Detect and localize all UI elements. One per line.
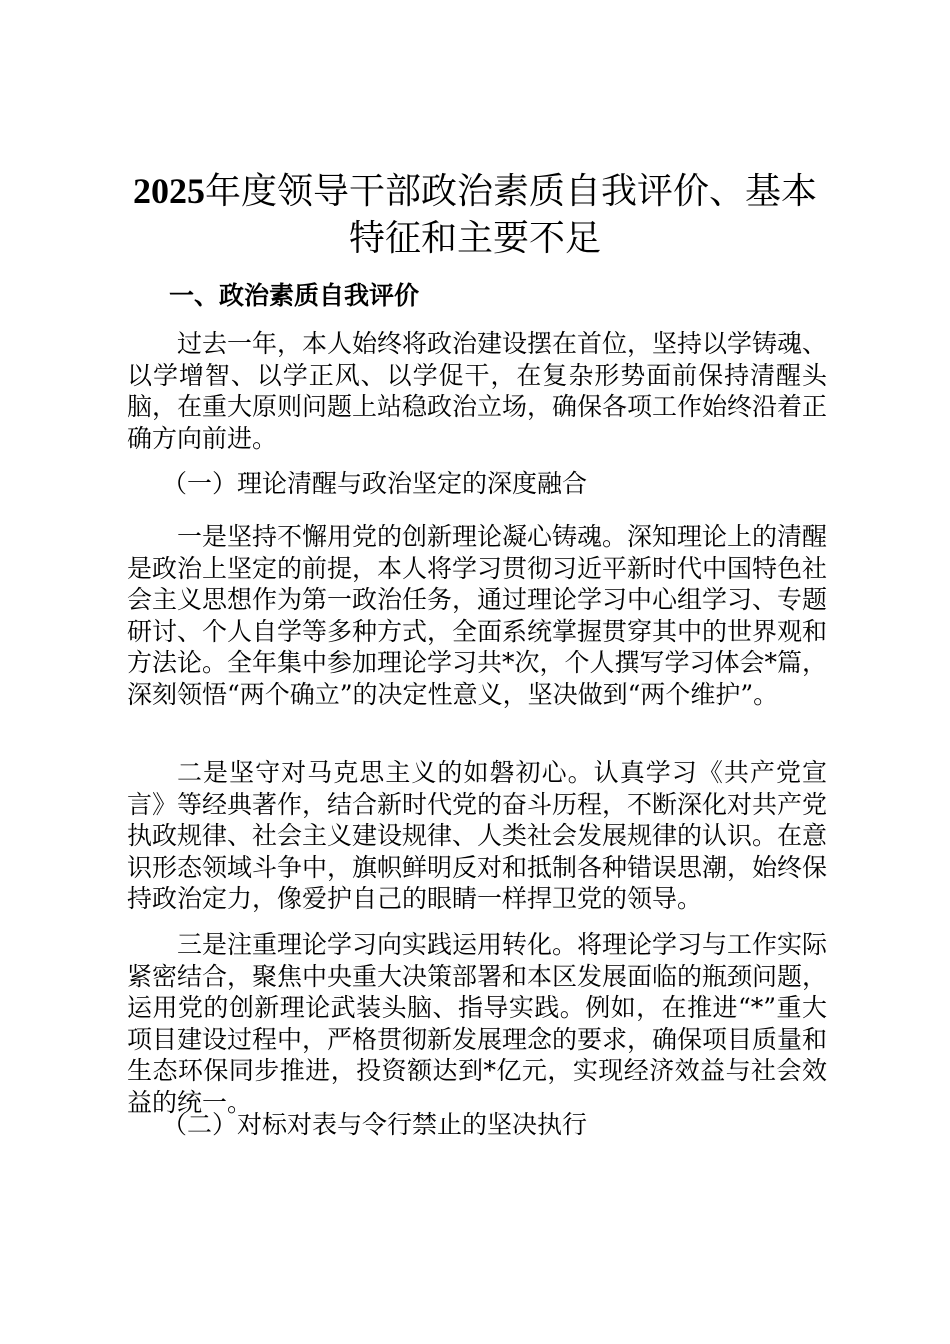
body-paragraph-2: 二是坚守对马克思主义的如磐初心。认真学习《共产党宣言》等经典著作，结合新时代党的奋斗历程，不断深化对共产党执政规律、社会主义建设规律、人类社会发展规律的认识。在意识形态领域斗争中，旗帜鲜明反对和抵制各种错误思潮，始终保持政治定力，像爱护自己的眼睛一样捍卫党的领导。 [127, 758, 828, 913]
intro-paragraph: 过去一年，本人始终将政治建设摆在首位，坚持以学铸魂、以学增智、以学正风、以学促干，在复杂形势面前保持清醒头脑，在重大原则问题上站稳政治立场，确保各项工作始终沿着正确方向前进。 [127, 329, 828, 453]
body-paragraph-3: 三是注重理论学习向实践运用转化。将理论学习与工作实际紧密结合，聚焦中央重大决策部署和本区发展面临的瓶颈问题，运用党的创新理论武装头脑、指导实践。例如，在推进“*”重大项目建设过程中，严格贯彻新发展理念的要求，确保项目质量和生态环保同步推进，投资额达到*亿元，实现经济效益与社会效益的统一。 [127, 930, 828, 1117]
subheading-2: （二）对标对表与令行禁止的坚决执行 [162, 1110, 588, 1139]
title-year: 2025 [132, 171, 205, 211]
section-heading: 一、政治素质自我评价 [169, 281, 420, 310]
title-line2: 特征和主要不足 [348, 218, 601, 259]
title-line1: 年度领导干部政治素质自我评价、基本 [204, 171, 817, 212]
subheading-1: （一）理论清醒与政治坚定的深度融合 [162, 469, 588, 498]
body-paragraph-1: 一是坚持不懈用党的创新理论凝心铸魂。深知理论上的清醒是政治上坚定的前提，本人将学习贯彻习近平新时代中国特色社会主义思想作为第一政治任务，通过理论学习中心组学习、专题研讨、个人自学等多种方式，全面系统掌握贯穿其中的世界观和方法论。全年集中参加理论学习共*次，个人撰写学习体会*篇，深刻领悟“两个确立”的决定性意义，坚决做到“两个维护”。 [127, 522, 828, 709]
document-title [120, 168, 830, 262]
